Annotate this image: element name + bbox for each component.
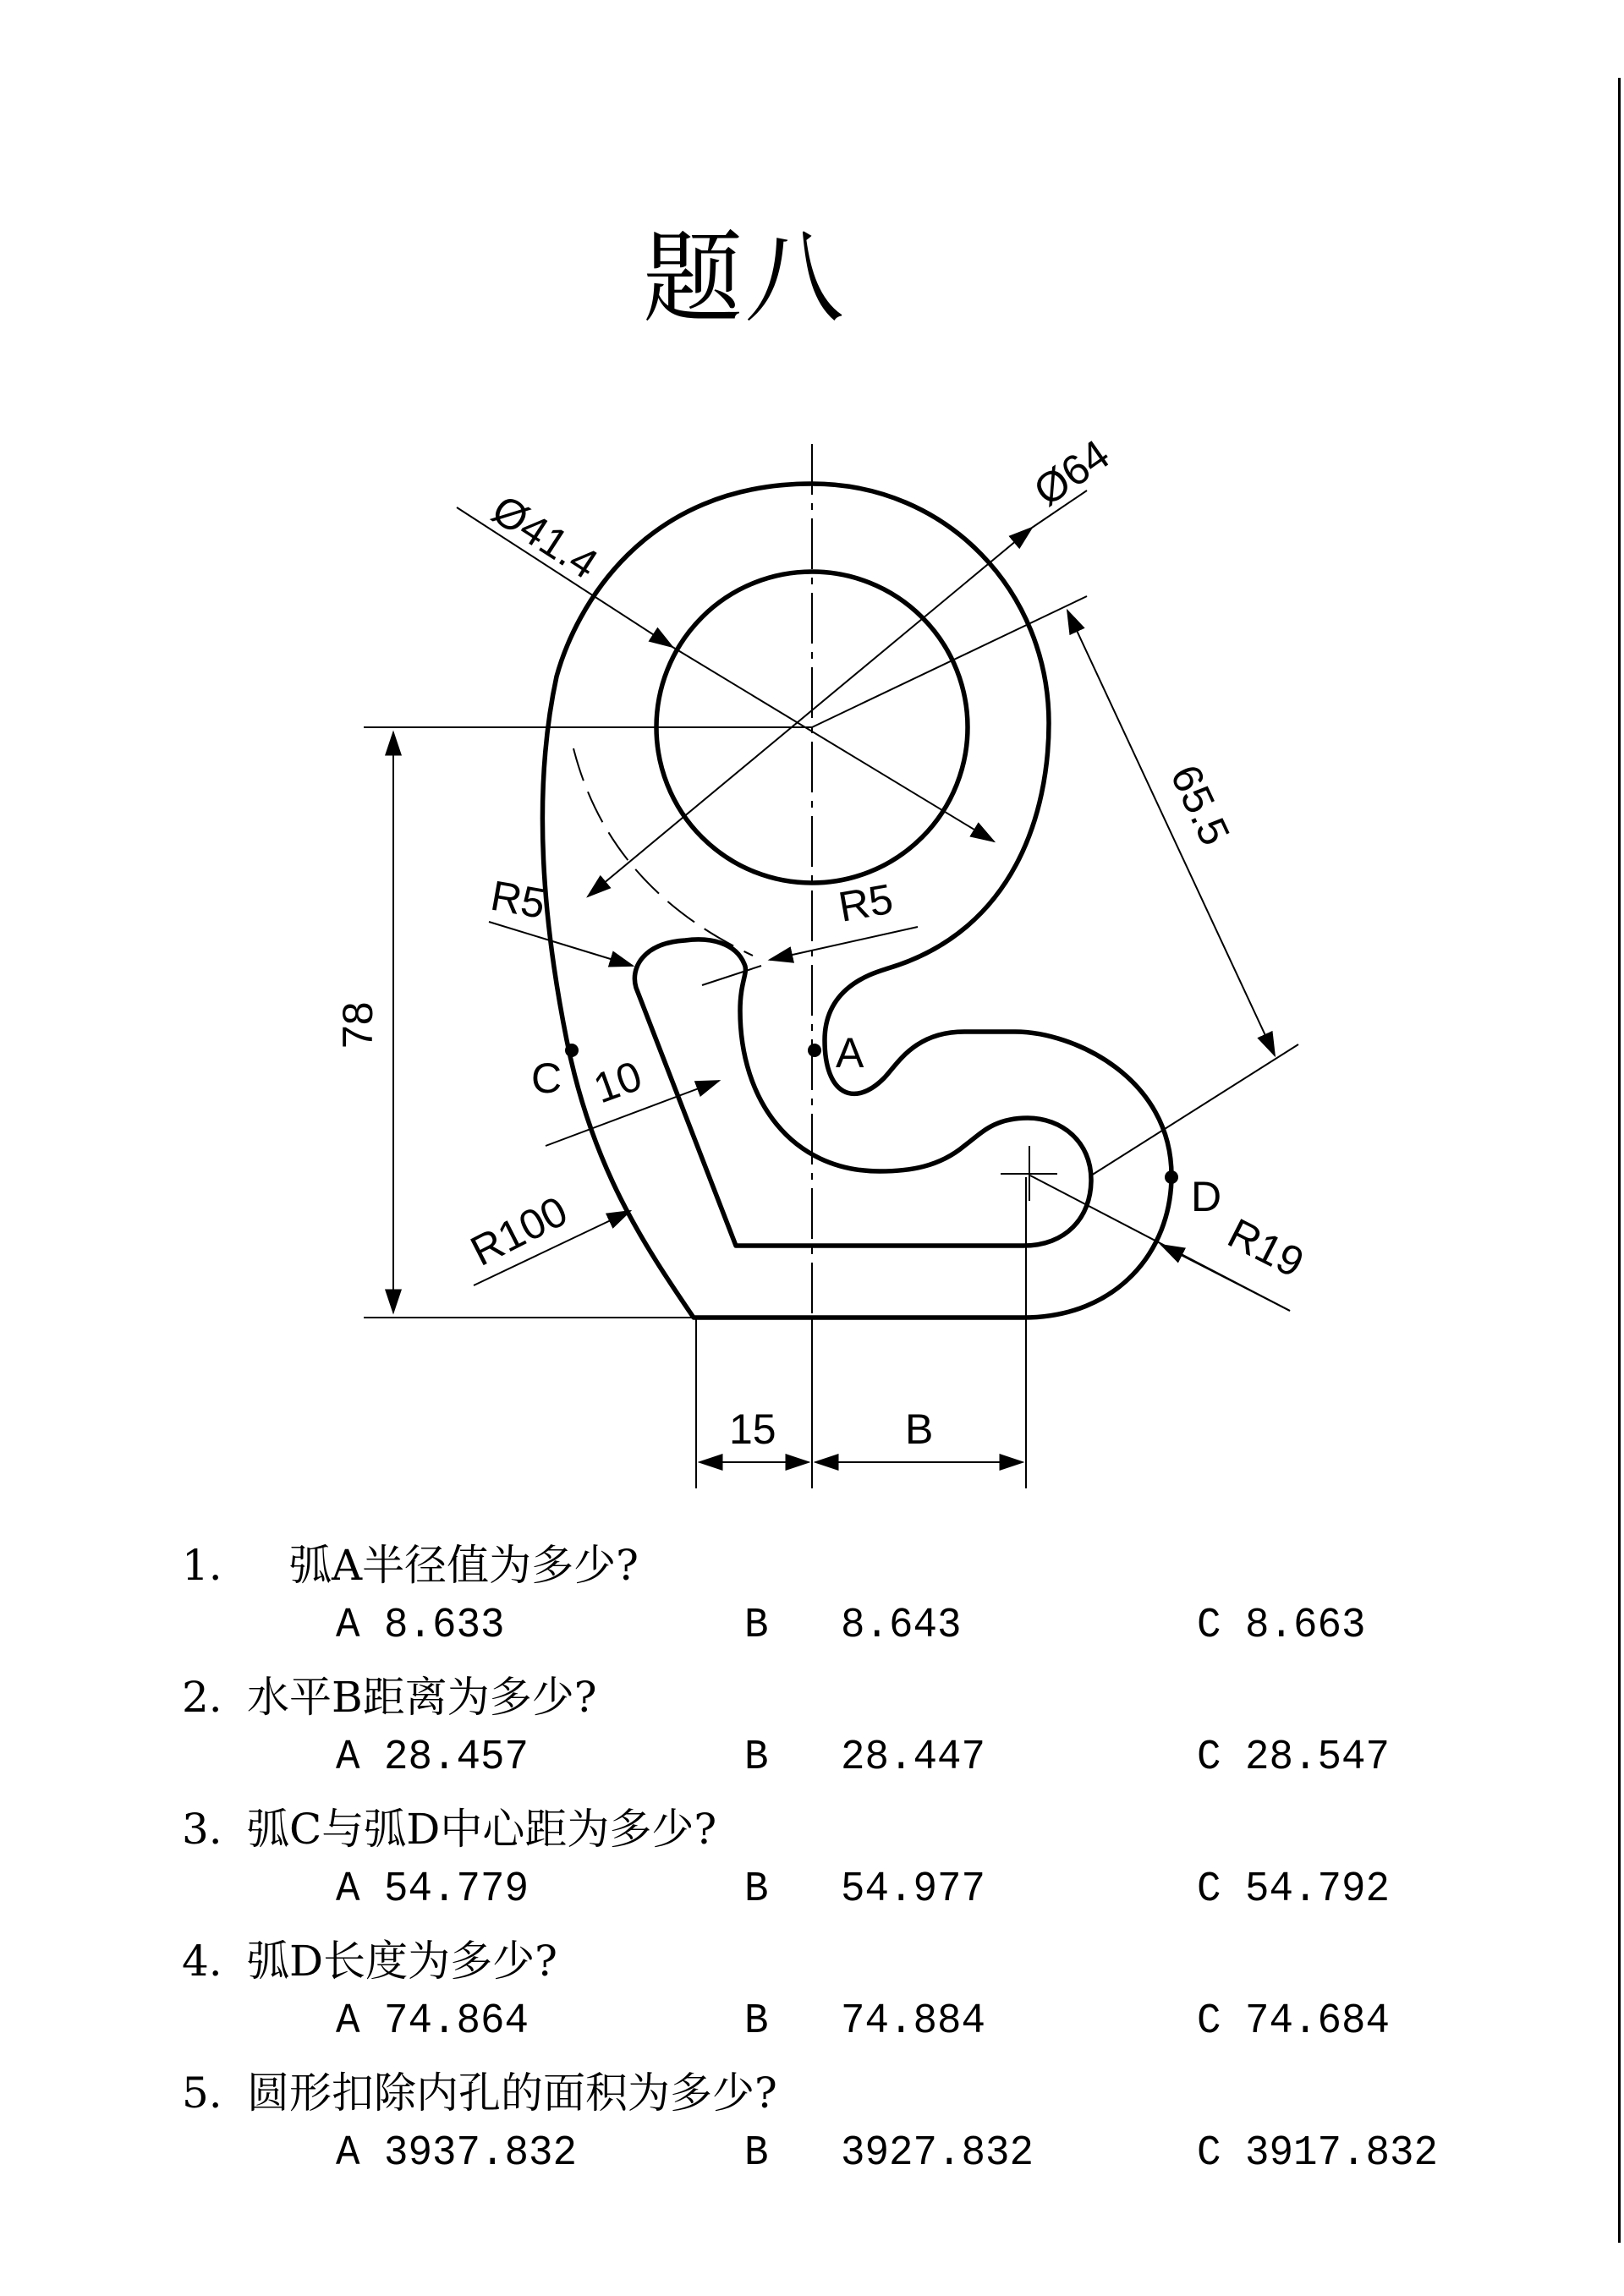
option-key: B: [744, 1997, 769, 2046]
option-value: 8.633: [384, 1602, 505, 1650]
option-key: C: [1197, 1866, 1221, 1914]
question-2-option-b[interactable]: [744, 1734, 986, 1782]
option-key: C: [1197, 2129, 1221, 2178]
point-a-dot: [808, 1044, 821, 1057]
question-2-option-a[interactable]: [336, 1734, 529, 1782]
leader-r5-left: [489, 922, 633, 966]
question-4-option-b[interactable]: [744, 1997, 986, 2046]
question-4-number: 4.: [182, 1937, 222, 1986]
option-value: 28.547: [1245, 1734, 1391, 1782]
point-d-dot: [1165, 1170, 1178, 1184]
option-value: 8.643: [841, 1602, 962, 1650]
dimension-texts: [334, 430, 1311, 1453]
question-4-option-c[interactable]: [1197, 1997, 1391, 2046]
option-key: A: [336, 1602, 360, 1650]
question-5-number: 5.: [182, 2069, 222, 2118]
option-value: 3937.832: [384, 2129, 578, 2178]
dim-text-b: B: [905, 1406, 934, 1453]
question-3-number: 3.: [182, 1805, 222, 1854]
option-key: A: [336, 1997, 360, 2046]
option-key: C: [1197, 1734, 1221, 1782]
ext-line-65-top: [812, 596, 1087, 727]
dim-text-d41: Ø41.4: [484, 485, 606, 589]
question-1-option-c[interactable]: [1197, 1602, 1366, 1650]
question-2-option-c[interactable]: [1197, 1734, 1391, 1782]
option-value: 74.864: [384, 1997, 529, 2046]
option-key: B: [744, 1734, 769, 1782]
option-value: 54.977: [841, 1866, 986, 1914]
question-3-text: 弧C与弧D中心距为多少?: [247, 1805, 717, 1854]
question-3-option-c[interactable]: [1197, 1866, 1391, 1914]
question-4-text: 弧D长度为多少?: [247, 1937, 557, 1986]
dim-text-r5-left: R5: [487, 871, 549, 928]
ext-line-65-bottom: [1091, 1044, 1298, 1175]
dimension-lines: [364, 490, 1298, 1488]
point-label-a: A: [836, 1029, 864, 1077]
question-2-text: 水平B距离为多少?: [247, 1673, 597, 1722]
question-5-option-b[interactable]: [744, 2129, 1034, 2178]
option-value: 54.792: [1245, 1866, 1391, 1914]
dim-text-r5-right: R5: [835, 874, 897, 931]
option-key: B: [744, 2129, 769, 2178]
question-2-number: 2.: [182, 1673, 222, 1722]
question-1-number: 1.: [182, 1541, 222, 1590]
option-key: A: [336, 2129, 360, 2178]
question-4-option-a[interactable]: [336, 1997, 529, 2046]
question-3-option-b[interactable]: [744, 1866, 986, 1914]
diam-line-d41: [672, 647, 994, 841]
option-key: A: [336, 1866, 360, 1914]
option-value: 28.447: [841, 1734, 986, 1782]
dim-text-d64: Ø64: [1025, 430, 1118, 516]
reference-points: [565, 1044, 1178, 1184]
option-key: B: [744, 1866, 769, 1914]
option-key: A: [336, 1734, 360, 1782]
option-value: 28.457: [384, 1734, 529, 1782]
option-value: 74.684: [1245, 1997, 1391, 2046]
option-key: B: [744, 1602, 769, 1650]
option-value: 54.779: [384, 1866, 529, 1914]
question-3-option-a[interactable]: [336, 1866, 529, 1914]
dim-text-65: 65.5: [1161, 757, 1239, 852]
leader-r5-right: [770, 927, 918, 960]
question-1-text: 弧A半径值为多少?: [289, 1541, 639, 1590]
dim-text-15: 15: [729, 1406, 776, 1453]
question-1-option-b[interactable]: [744, 1602, 962, 1650]
option-key: C: [1197, 1997, 1221, 2046]
option-value: 3917.832: [1245, 2129, 1439, 2178]
question-5-option-c[interactable]: [1197, 2129, 1439, 2178]
page-title: 题八: [643, 220, 847, 337]
option-value: 3927.832: [841, 2129, 1034, 2178]
dim-text-r19: R19: [1221, 1208, 1312, 1287]
r5-center-mark: [702, 966, 761, 985]
dim-text-10: 10: [587, 1051, 649, 1113]
question-5-text: 圆形扣除内孔的面积为多少?: [247, 2069, 777, 2118]
option-value: 8.663: [1245, 1602, 1366, 1650]
question-1-option-a[interactable]: [336, 1602, 505, 1650]
option-key: C: [1197, 1602, 1221, 1650]
dim-text-78: 78: [334, 1001, 381, 1049]
point-label-c: C: [531, 1055, 562, 1102]
dim-line-65: [1067, 611, 1275, 1055]
point-label-d: D: [1191, 1173, 1222, 1220]
question-5-option-a[interactable]: [336, 2129, 578, 2178]
point-c-dot: [565, 1044, 579, 1057]
option-value: 74.884: [841, 1997, 986, 2046]
dim-text-r100: R100: [463, 1186, 575, 1275]
